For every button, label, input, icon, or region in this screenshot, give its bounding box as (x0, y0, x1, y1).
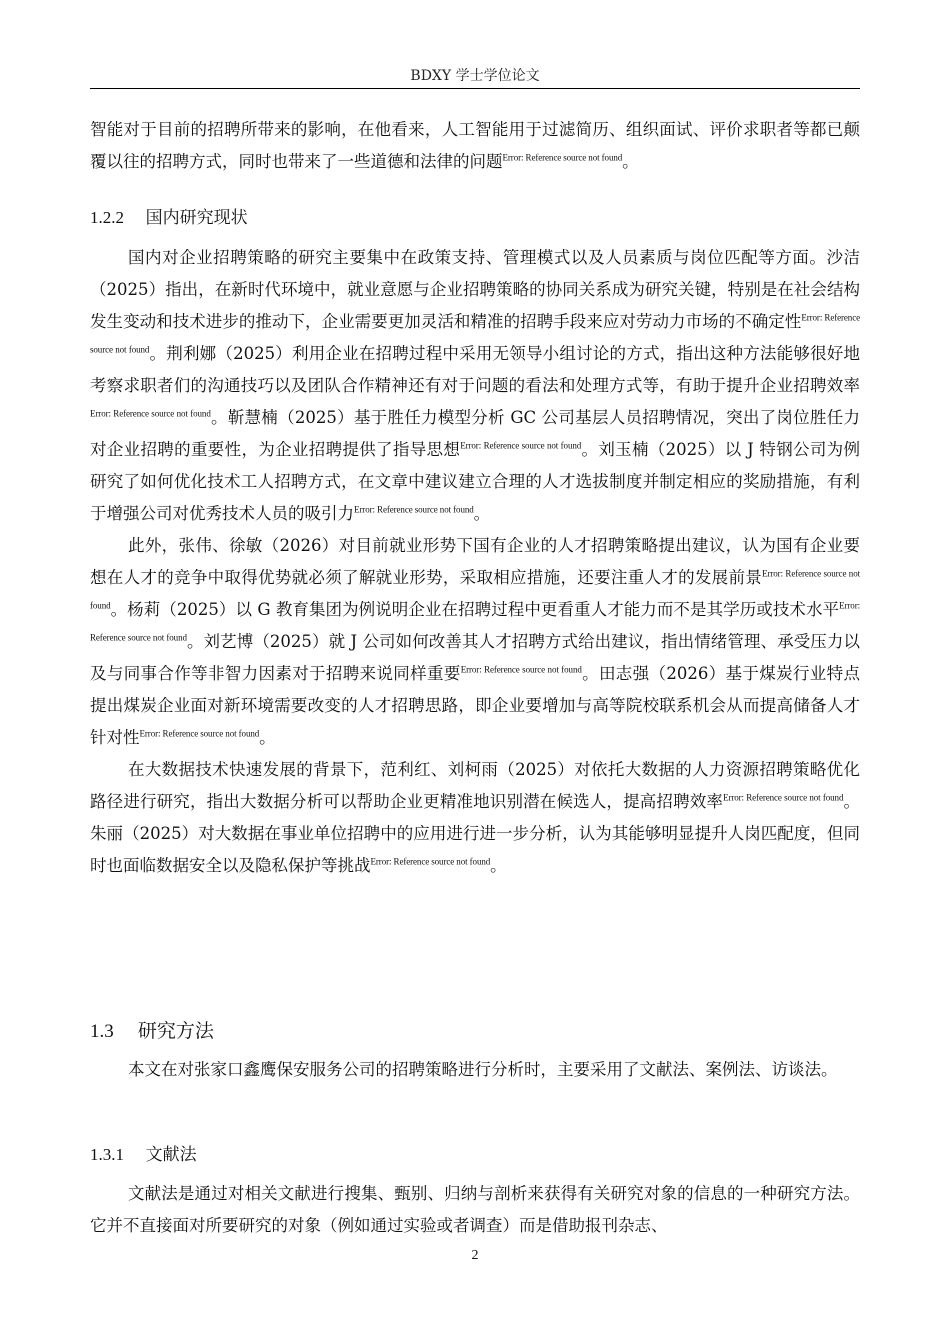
paragraph-text: 。 (473, 504, 491, 523)
citation-error: Error: Reference source not found (90, 568, 860, 611)
citation-error: Error: Reference source not found (502, 152, 623, 163)
page-header: BDXY 学士学位论文 (90, 66, 860, 89)
paragraph-text: 本文在对张家口鑫鹰保安服务公司的招聘策略进行分析时，主要采用了文献法、案例法、访谈法。 (128, 1060, 838, 1079)
paragraph-text: 。 (622, 152, 639, 171)
paragraph-literature-method (90, 1178, 860, 1242)
paragraph-text: 。 (490, 856, 507, 875)
section-number: 1.3 (90, 1021, 114, 1042)
citation-error: Error: Reference source not found (723, 792, 844, 803)
citation-error: Error: Reference source not found (90, 408, 211, 419)
citation-error: Error: Reference source not found (460, 440, 582, 451)
section-title: 文献法 (145, 1145, 197, 1165)
paragraph-text: 。田志强（2026）基于煤炭行业特点提出煤炭企业面对新环境需要改变的人才招聘思路，即企业要增加与高等院校联系机会从而提高储备人才针对性 (90, 664, 860, 747)
section-title: 研究方法 (137, 1020, 214, 1042)
paragraph-text: 。 (259, 728, 276, 747)
paragraph-text: 。靳慧楠（2025）基于胜任力模型分析 GC 公司基层人员招聘情况，突出了岗位胜任力对企业招聘的重要性，为企业招聘提供了指导思想 (90, 408, 860, 459)
citation-error: Error: Reference source not found (354, 504, 474, 515)
citation-error: Error: Reference source not found (460, 664, 582, 675)
paragraph-text: 在大数据技术快速发展的背景下，范利红、刘柯雨（2025）对依托大数据的人力资源招聘策略优化路径进行研究，指出大数据分析可以帮助企业更精准地识别潜在候选人，提高招聘效率 (90, 760, 860, 811)
paragraph-text: 。荆利娜（2025）利用企业在招聘过程中采用无领导小组讨论的方式，指出这种方法能够很好地考察求职者们的沟通技巧以及团队合作精神还有对于问题的看法和处理方式等，有助于提升企业招聘效率 (90, 344, 860, 395)
paragraph-text: 。刘玉楠（2025）以 J 特钢公司为例研究了如何优化技术工人招聘方式，在文章中建议建立合理的人才选拔制度并制定相应的奖励措施，有利于增强公司对优秀技术人员的吸引力 (90, 440, 860, 523)
paragraph-text: 。刘艺博（2025）就 J 公司如何改善其人才招聘方式给出建议，指出情绪管理、承受压力以及与同事合作等非智力因素对于招聘来说同样重要 (90, 632, 860, 683)
section-number: 1.2.2 (90, 208, 124, 227)
paragraph-methods (90, 1054, 860, 1086)
paragraph-text: 智能对于目前的招聘所带来的影响，在他看来，人工智能用于过滤简历、组织面试、评价求职者等都已颠覆以往的招聘方式，同时也带来了一些道德和法律的问题 (90, 120, 860, 171)
section-heading-1-2-2 (90, 203, 248, 228)
section-heading-1-3-1 (90, 1140, 197, 1165)
section-heading-1-3 (90, 1016, 214, 1043)
paragraph-text: 国内对企业招聘策略的研究主要集中在政策支持、管理模式以及人员素质与岗位匹配等方面。沙洁（2025）指出，在新时代环境中，就业意愿与企业招聘策略的协同关系成为研究关键，特别是在社会结构发生变动和技术进步的推动下，企业需要更加灵活和精准的招聘手段来应对劳动力市场的不确定性 (90, 248, 860, 331)
page-number: 2 (471, 1248, 479, 1263)
paragraph-domestic-research (90, 242, 860, 882)
citation-error: Error: Reference source not found (90, 600, 860, 643)
paragraph-text: 文献法是通过对相关文献进行搜集、甄别、归纳与剖析来获得有关研究对象的信息的一种研究方法。它并不直接面对所要研究的对象（例如通过实验或者调查）而是借助报刊杂志、 (90, 1184, 860, 1235)
citation-error: Error: Reference source not found (370, 856, 491, 867)
section-title: 国内研究现状 (145, 208, 248, 228)
citation-error: Error: Reference source not found (90, 312, 860, 355)
paragraph-text: 此外，张伟、徐敏（2026）对目前就业形势下国有企业的人才招聘策略提出建议，认为国有企业要想在人才的竞争中取得优势就必须了解就业形势，采取相应措施，还要注重人才的发展前景 (90, 536, 860, 587)
section-number: 1.3.1 (90, 1145, 124, 1164)
paragraph-intro (90, 114, 860, 178)
paragraph-text: 。朱丽（2025）对大数据在事业单位招聘中的应用进行进一步分析，认为其能够明显提升人岗匹配度，但同时也面临数据安全以及隐私保护等挑战 (90, 792, 861, 875)
citation-error: Error: Reference source not found (139, 728, 260, 739)
paragraph-text: 。杨莉（2025）以 G 教育集团为例说明企业在招聘过程中更看重人才能力而不是其学历或技术水平 (110, 600, 840, 619)
